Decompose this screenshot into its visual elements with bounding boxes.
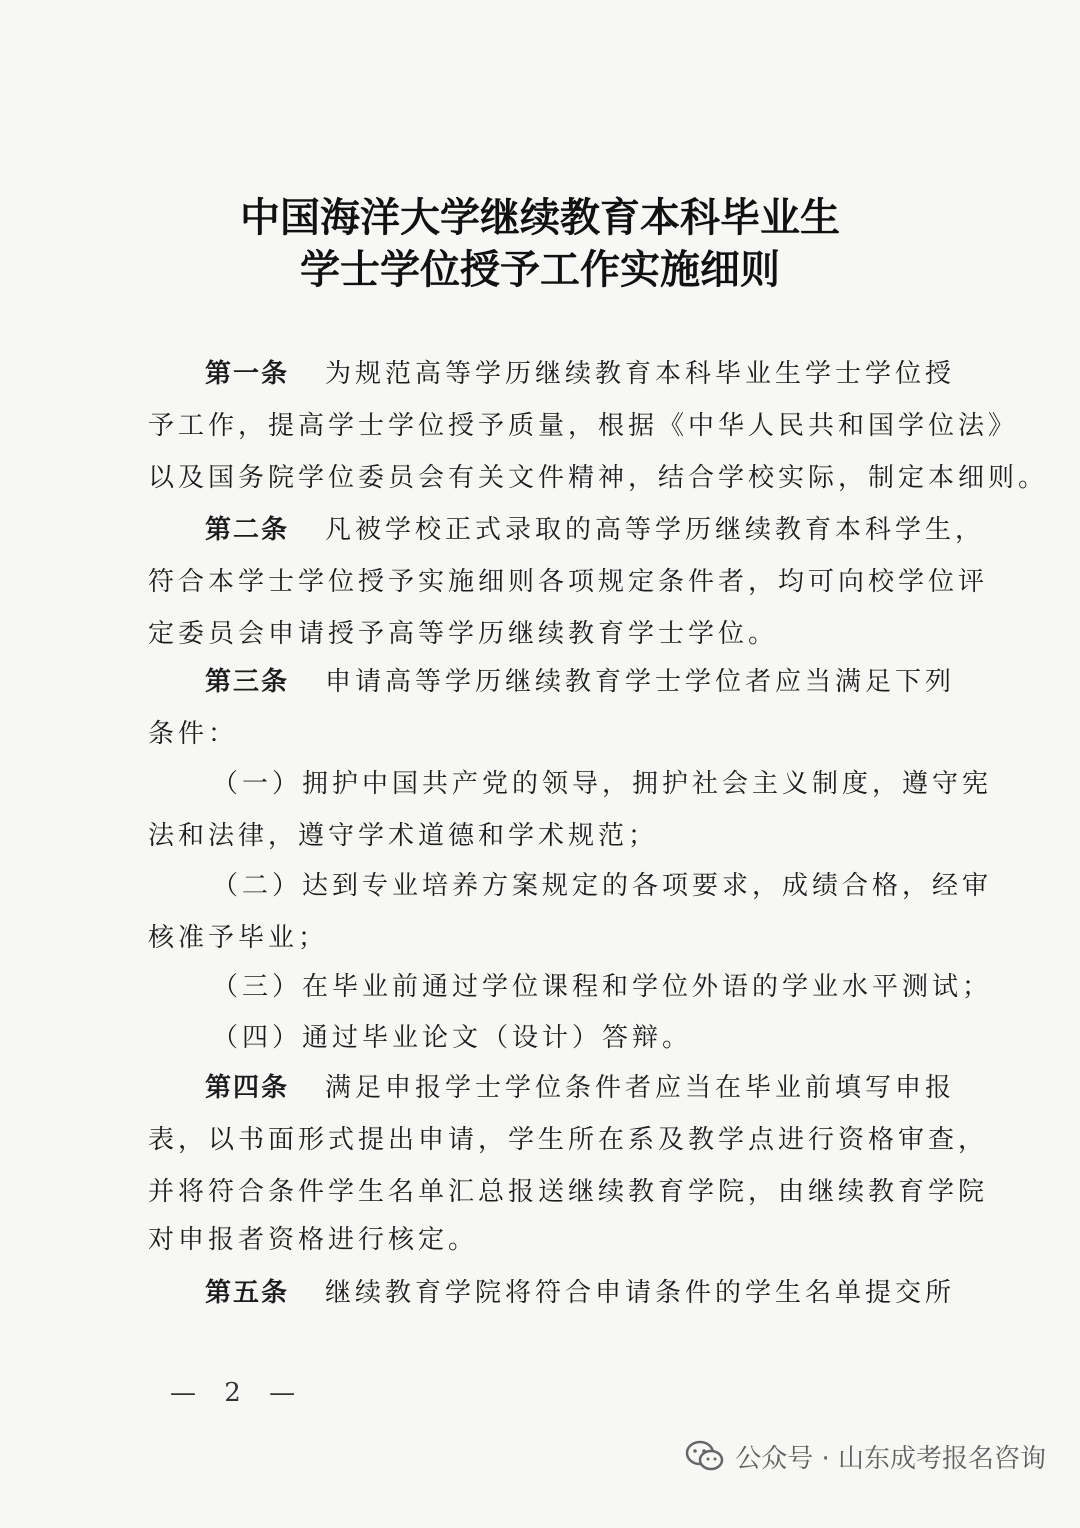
article-2-line-2: 符合本学士学位授予实施细则各项规定条件者，均可向校学位评	[148, 567, 989, 597]
document-title-line-2: 学士学位授予工作实施细则	[300, 247, 780, 293]
article-4-line-4: 对申报者资格进行核定。	[148, 1225, 479, 1255]
article-1-line-1	[205, 361, 955, 387]
article-3-line-1	[205, 669, 955, 695]
article-5-label: 第五条	[205, 1278, 290, 1308]
wechat-icon	[685, 1439, 725, 1473]
article-3-label: 第三条	[205, 667, 290, 697]
article-1-text-1: 为规范高等学历继续教育本科毕业生学士学位授	[325, 359, 956, 389]
condition-4-line-1: （四）通过毕业论文（设计）答辩。	[212, 1023, 693, 1053]
article-4-line-1	[205, 1075, 955, 1101]
article-1-line-3: 以及国务院学位委员会有关文件精神，结合学校实际，制定本细则。	[148, 463, 1049, 493]
article-5-text-1: 继续教育学院将符合申请条件的学生名单提交所	[325, 1278, 956, 1308]
condition-1-line-2: 法和法律，遵守学术道德和学术规范；	[148, 821, 659, 851]
condition-3-line-1: （三）在毕业前通过学位课程和学位外语的学业水平测试；	[212, 972, 993, 1002]
condition-2-line-2: 核准予毕业；	[148, 923, 329, 953]
article-2-label: 第二条	[205, 515, 290, 545]
condition-2-line-1: （二）达到专业培养方案规定的各项要求，成绩合格，经审	[212, 871, 993, 901]
article-4-text-1: 满足申报学士学位条件者应当在毕业前填写申报	[325, 1073, 956, 1103]
watermark	[685, 1436, 1046, 1476]
article-2-line-3: 定委员会申请授予高等学历继续教育学士学位。	[148, 619, 779, 649]
article-4-label: 第四条	[205, 1073, 290, 1103]
page-number: — 2 —	[170, 1378, 306, 1408]
document-title-line-1: 中国海洋大学继续教育本科毕业生	[240, 195, 840, 241]
article-2-line-1	[205, 515, 986, 545]
article-4-line-2: 表，以书面形式提出申请，学生所在系及教学点进行资格审查，	[148, 1125, 989, 1155]
article-3-text-1: 申请高等学历继续教育学士学位者应当满足下列	[325, 667, 956, 697]
article-5-line-1	[205, 1280, 955, 1306]
article-1-line-2: 予工作，提高学士学位授予质量，根据《中华人民共和国学位法》	[148, 411, 1019, 441]
condition-1-line-1: （一）拥护中国共产党的领导，拥护社会主义制度，遵守宪	[212, 769, 993, 799]
article-2-text-1: 凡被学校正式录取的高等学历继续教育本科学生，	[325, 515, 986, 545]
watermark-text: 公众号 · 山东成考报名咨询	[735, 1443, 1046, 1474]
article-3-line-2: 条件：	[148, 719, 239, 749]
article-4-line-3: 并将符合条件学生名单汇总报送继续教育学院，由继续教育学院	[148, 1177, 989, 1207]
article-1-label: 第一条	[205, 359, 290, 389]
